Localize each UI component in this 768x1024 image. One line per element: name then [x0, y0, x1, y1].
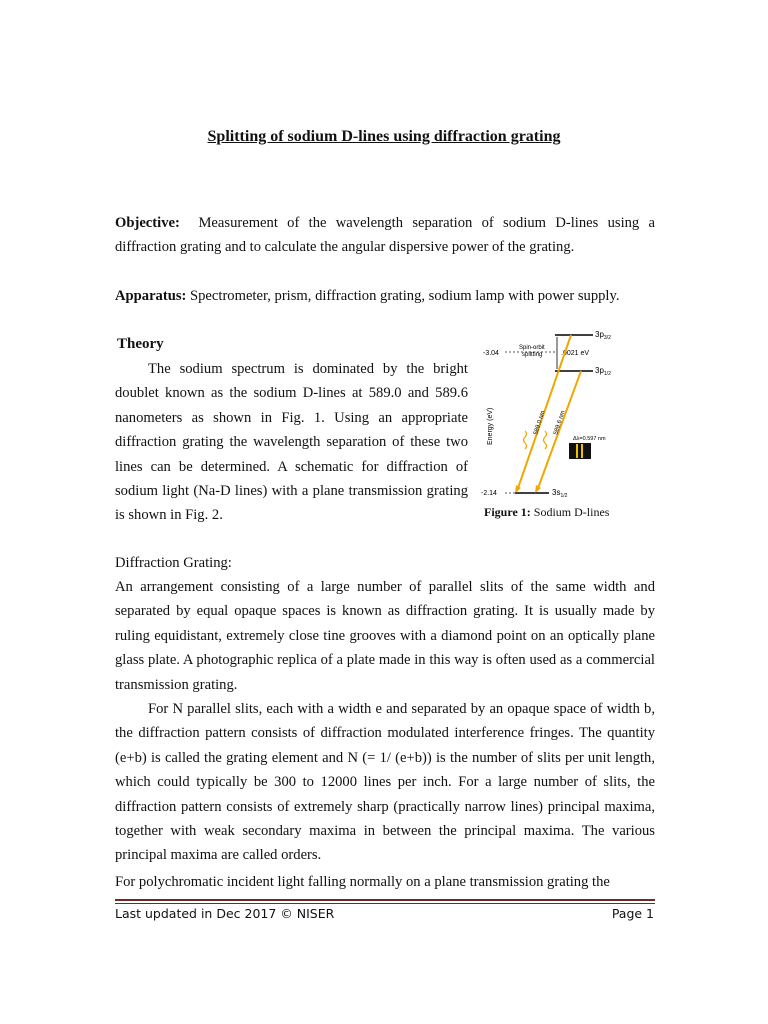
theory-text: The sodium spectrum is dominated by the bright doublet known as the sodium D-lines at 589.0 and 589.6 nanometers as shown in Fig. 1. Using an appropriate diffraction grating the wavelength separation of these two lines can be determined. A schematic for diffraction of sodium light (Na-D lines) with a plane transmission grating is shown in Fig. 2. — [115, 361, 468, 524]
level-bottom-label: -2.14 — [481, 490, 497, 497]
delta-label: Δλ=0.597 nm — [573, 436, 606, 442]
wave-589-6 — [544, 431, 547, 449]
paragraph-3: For polychromatic incident light falling normally on a plane transmission grating the — [115, 874, 610, 890]
wave-589-0 — [524, 431, 527, 449]
page-number: Page 1 — [611, 906, 654, 921]
line1-label: 589.0 nm — [533, 409, 547, 436]
footer-left-text: Last updated in Dec 2017 © NISER — [115, 906, 335, 921]
section-heading: Diffraction Grating: — [115, 555, 232, 571]
d-line-1 — [576, 444, 578, 458]
energy-axis-label: Energy (eV) — [487, 407, 494, 445]
level-top-label: -3.04 — [483, 350, 499, 357]
splitting-value: .0021 eV — [561, 350, 590, 357]
apparatus-label: Apparatus: — [115, 288, 187, 304]
d-line-2 — [581, 444, 583, 458]
figure-caption-label: Figure 1: — [484, 505, 531, 519]
line2-label: 589.6 nm — [553, 409, 567, 436]
figure-caption — [484, 505, 609, 520]
theory-heading: Theory — [117, 336, 164, 352]
arrowhead-589-6 — [535, 485, 541, 493]
apparatus-paragraph — [115, 284, 655, 308]
objective-paragraph — [115, 211, 655, 260]
objective-label: Objective: — [115, 215, 180, 231]
state-3p12-label: $3p_{1/2}$ — [595, 366, 611, 377]
spin-orbit-label-1: Spin-orbit — [519, 345, 545, 351]
spectrum-inset — [569, 443, 591, 459]
page-title: Splitting of sodium D-lines using diffraction grating — [207, 128, 561, 145]
spin-orbit-label-2: splitting — [522, 352, 543, 358]
state-3s12-label: $3s_{1/2}$ — [552, 488, 568, 499]
footer-rule-thin — [115, 903, 655, 904]
footer-rule-thick — [115, 899, 655, 901]
arrowhead-589-0 — [515, 485, 521, 493]
state-3p32-label: $3p_{3/2}$ — [595, 330, 611, 341]
paragraph-2: For N parallel slits, each with a width e and separated by an opaque space of width b, the diffraction pattern consists of diffraction modulated interference fringes. The quantity (e+b) is called the grating element and N (= 1/ (e+b)) is the number of slits per unit length, which could typically be 300 to 12000 lines per inch. For a large number of slits, the diffraction pattern consists of extremely sharp (practically narrow lines) principal maxima, together with weak secondary maxima in between the principal maxima. The various principal maxima are called orders. — [115, 701, 655, 864]
apparatus-text: Spectrometer, prism, diffraction grating, sodium lamp with power supply. — [190, 288, 620, 304]
sodium-energy-level-diagram — [475, 325, 635, 505]
objective-text: Measurement of the wavelength separation of sodium D-lines using a diffraction grating and to calculate the angular dispersive power of the grating. — [115, 215, 656, 256]
figure-caption-text: Sodium D-lines — [533, 505, 610, 519]
paragraph-1: An arrangement consisting of a large number of parallel slits of the same width and separated by equal opaque spaces is known as diffraction grating. It is usually made by ruling equidistant, extremely close tine grooves with a diamond point on an optically plane glass plate. A photographic replica of a plate made in this way is often used as a commercial transmission grating. — [115, 579, 655, 693]
